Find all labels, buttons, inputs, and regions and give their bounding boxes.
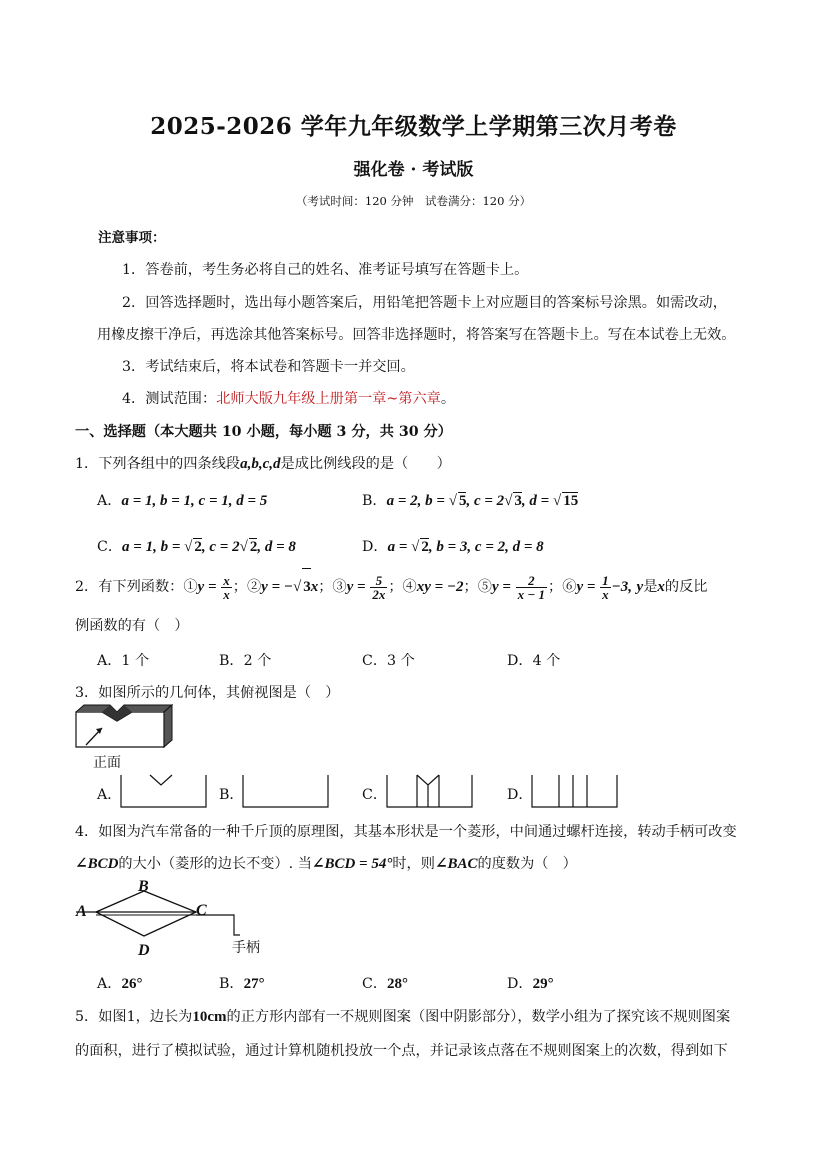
q3-option-d-label: D． [507,787,533,803]
q4-angle-bac: ∠BAC [434,856,478,872]
q2-f2-lhs: y = − [261,579,293,595]
q4-d-value: 29° [532,976,554,992]
q4-mid-text: 的大小（菱形的边长不变）. 当 [118,856,312,872]
q2-f6-den: x [602,586,609,602]
q3-option-c-label: C． [362,787,388,803]
q1-c-radicand-2: 2 [249,539,258,555]
question-1-stem [75,453,451,473]
question-3-stem: 3．如图所示的几何体，其俯视图是（ ） [75,685,340,701]
q4-handle-label: 手柄 [232,940,260,956]
q3-option-a-figure [120,775,210,811]
q2-f5-mark: ⑤ [477,579,492,595]
q1-b-radicand-2: 3 [514,493,522,509]
q2-f6-fraction [600,574,611,601]
q2-f1-den: x [223,586,230,602]
q2-option-b: B．2 个 [219,653,272,669]
q1-d-label: D． [362,539,388,555]
q1-suffix: 是成比例线段的是（ ） [280,456,451,472]
q4-b-label: B． [219,976,244,992]
q2-f5-den: x − 1 [517,586,546,602]
q1-option-b: B．a = 2, b = √ 5, c = 2√ 3, d = √ 15 [362,493,579,509]
q1-d-expr-2: , b = 3, c = 2, d = 8 [428,539,544,555]
q4-option-c [362,973,408,993]
q2-f2-tail: x [310,579,319,595]
q3-solid-figure [72,700,182,776]
q2-f3-fraction [370,574,387,601]
q4-option-a [97,973,142,993]
q2-f1-lhs: y = [197,579,221,595]
q1-vars: a,b,c,d [240,456,281,472]
q1-prefix: 1．下列各组中的四条线段 [75,456,241,472]
page-title: 2025-2026 学年九年级数学上学期第三次月考卷 [150,113,677,140]
q2-f2-mark: ② [246,579,262,595]
q4-option-d [507,973,554,993]
q4-mid-text-2: 时，则 [392,856,435,872]
q2-tail-y: y [636,579,644,595]
q2-option-d: D．4 个 [507,653,561,669]
q3-option-c-figure [386,775,476,811]
q1-b-radicand-1: 5 [458,493,467,509]
q2-tail-text-2: 的反比 [664,579,708,595]
q3-option-b-figure [242,775,332,811]
q4-point-d: D [138,942,150,959]
q4-angle-condition: ∠BCD = 54° [311,856,393,872]
q5-line-1-b: 的正方形内部有一不规则图案（图中阴影部分），数学小组为了探究该不规则图案 [226,1009,731,1025]
q2-f6-num: 1 [602,572,609,588]
q2-f1-num: x [223,572,230,588]
question-5-line-2: 的面积，进行了模拟试验，通过计算机随机投放一个点，并记录该点落在不规则图案上的次数，得到如下 [75,1043,728,1059]
note-item-4 [122,388,455,408]
q2-sep: ； [463,579,478,595]
q4-c-value: 28° [387,976,409,992]
q2-f1-mark: ① [183,579,198,595]
q2-tail-text-1: 是 [643,579,658,595]
q2-sep: ； [388,579,403,595]
q2-f5-lhs: y = [491,579,515,595]
test-scope: 北师大版九年级上册第一章~第六章 [216,391,441,407]
q3-front-label: 正面 [93,755,121,771]
note-item-1: 1．答卷前，考生务必将自己的姓名、准考证号填写在答题卡上。 [122,262,529,278]
q4-a-label: A． [97,976,122,992]
q4-a-value: 26° [121,976,143,992]
q2-prefix: 2．有下列函数： [75,579,184,595]
note-item-2-line-1: 2．回答选择题时，选出每小题答案后，用铅笔把答题卡上对应题目的答案标号涂黑。如需改动， [122,295,727,311]
q1-option-d: D．a = √ 2, b = 3, c = 2, d = 8 [362,539,544,555]
q2-f3-mark: ③ [332,579,347,595]
q1-option-c: C．a = 1, b = √ 2, c = 2√ 2, d = 8 [97,539,296,555]
q2-f1-fraction [221,574,232,601]
q3-option-b-label: B． [219,787,244,803]
q2-f2-radicand: 3 [302,568,311,605]
q2-f4-expr: xy = −2 [416,579,464,595]
q2-option-c: C．3 个 [362,653,415,669]
q2-f4-mark: ④ [402,579,417,595]
q4-b-value: 27° [243,976,265,992]
note-item-4-suffix: 。 [440,391,456,407]
q1-b-radicand-3: 15 [563,493,579,509]
q1-b-expr-3: , d = [521,493,553,509]
q1-b-label: B． [362,493,387,509]
q2-f3-num: 5 [370,574,387,588]
q1-c-expr-3: , d = 8 [257,539,296,555]
q1-c-radicand-1: 2 [194,539,202,555]
q1-c-expr-2: , c = 2 [201,539,240,555]
q5-line-1-a: 5．如图1，边长为 [75,1009,193,1025]
q1-d-expr-1: a = [387,539,412,555]
q1-a-expr: a = 1, b = 1, c = 1, d = 5 [121,493,268,509]
q1-b-expr-1: a = 2, b = [386,493,449,509]
q4-point-c: C [196,902,207,919]
q2-option-a: A．1 个 [97,653,150,669]
q5-side-length: 10cm [192,1009,227,1025]
q4-d-label: D． [507,976,533,992]
q4-c-label: C． [362,976,388,992]
note-item-4-prefix: 4．测试范围： [122,391,217,407]
q2-tail-x: x [657,579,665,595]
note-item-3: 3．考试结束后，将本试卷和答题卡一并交回。 [122,359,415,375]
q1-option-a [97,490,267,510]
question-4-line-2 [75,853,577,873]
note-item-2-line-2: 用橡皮擦干净后，再选涂其他答案标号。回答非选择题时，将答案写在答题卡上。写在本试卷上无效。 [97,327,736,343]
q2-f5-num: 2 [516,574,547,588]
q2-f6-lhs: y = [576,579,600,595]
q3-option-d-figure [531,775,621,811]
question-4-line-1: 4．如图为汽车常备的一种千斤顶的原理图，其基本形状是一个菱形，中间通过螺杆连接，转动手柄可改变 [75,824,737,840]
q4-option-b [219,973,265,993]
q4-angle-bcd: ∠BCD [75,856,119,872]
q2-sep: ； [548,579,563,595]
page-subtitle: 强化卷 · 考试版 [353,160,474,180]
q4-end-text: 的度数为（ ） [477,856,577,872]
notes-heading: 注意事项： [98,230,166,246]
exam-info: （考试时间：120 分钟 试卷满分：120 分） [295,194,532,208]
question-5-line-1 [75,1006,730,1026]
q2-f6-mark: ⑥ [562,579,577,595]
q2-sep: ； [318,579,333,595]
q4-point-b: B [138,878,149,895]
q1-d-radicand-1: 2 [421,539,429,555]
section-1-heading: 一、选择题（本大题共 10 小题，每小题 3 分，共 30 分） [75,424,452,440]
q1-c-expr-1: a = 1, b = [122,539,185,555]
q1-b-expr-2: , c = 2 [466,493,505,509]
q1-c-label: C． [97,539,123,555]
q4-point-a: A [76,903,87,920]
q1-a-label: A． [97,493,122,509]
q2-f3-lhs: y = [346,579,370,595]
q3-option-a-label: A． [97,787,122,803]
q2-sep: ； [232,579,247,595]
question-2-line-2: 例函数的有（ ） [75,618,189,634]
q2-f3-den: 2x [372,586,386,602]
q2-f5-fraction [516,574,547,601]
question-2-stem: 2．有下列函数：①y = $\frac{x}{x}$ ；②y = −√ 3x；③y = $\frac{5}{2x}$ ；④xy = −2；⑤y = $\frac{2}{x - 1}$ ；⑥y = $\frac{1}{x}$ −3, y是x的反比 [75,568,707,605]
q2-f6-tail: −3, [611,579,633,595]
